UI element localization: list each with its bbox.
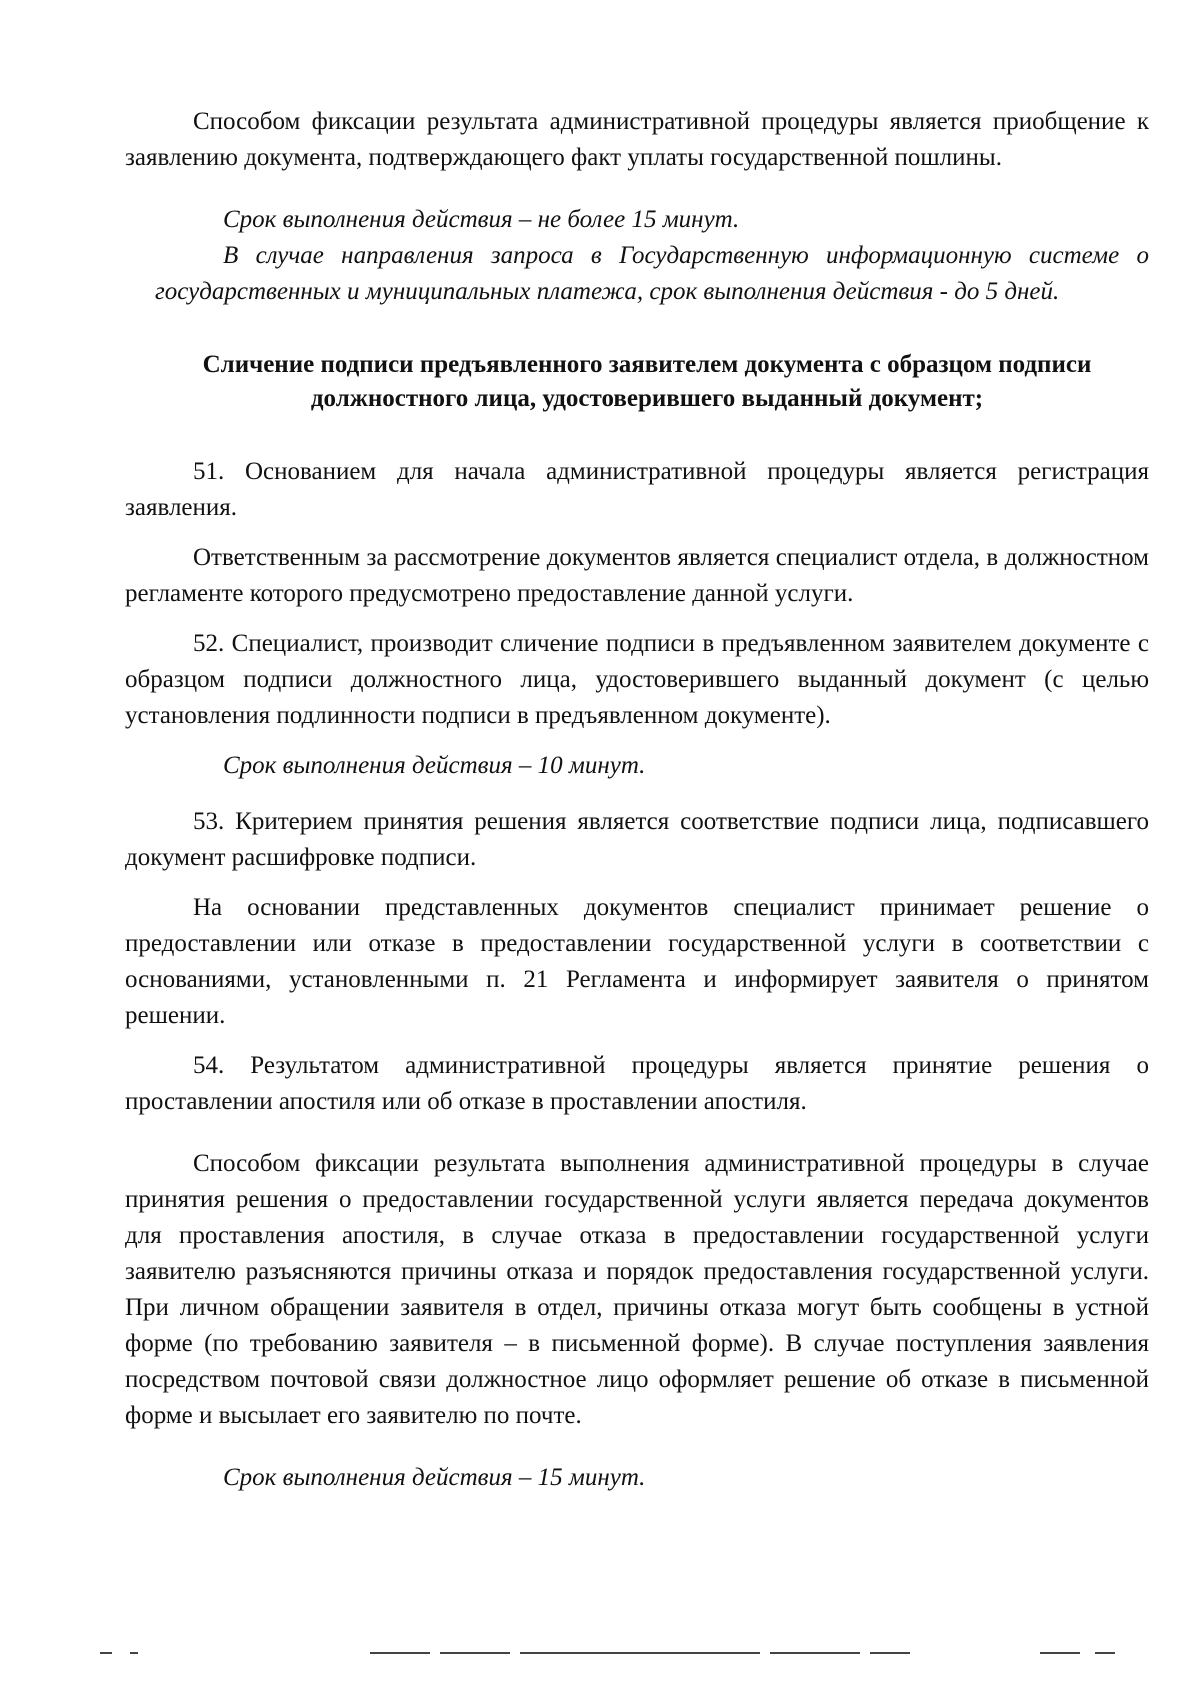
paragraph-54: 54. Результатом административной процедуры является принятие решения о проставлении апостиля или об отказе в проставлении апостиля. <box>125 1052 1149 1115</box>
deadline-block <box>155 202 1149 310</box>
paragraph-53: 53. Критерием принятия решения является соответствие подписи лица, подписавшего документ расшифровке подписи. <box>125 808 1149 871</box>
paragraph-fixation-result: Способом фиксации результата выполнения административной процедуры в случае принятия решения о предоставлении государственной услуги является передача документов для проставления апостиля, в случае отказа в предоставлении государственной услуги заявителю разъясняются причины отказа и порядок предоставления государственной услуги. При личном обращении заявителя в отдел, причины отказа могут быть сообщены в устной форме (по требованию заявителя – в письменной форме). В случае поступления заявления посредством почтовой связи должностное лицо оформляет решение об отказе в письменной форме и высылает его заявителю по почте. <box>125 1150 1149 1429</box>
deadline-15-minutes-final: Срок выполнения действия – 15 минут. <box>223 1464 646 1491</box>
paragraph-52: 52. Специалист, производит сличение подписи в предъявленном заявителем документе с образцом подписи должностного лица, удостоверившего выданный документ (с целью установления подлинности подписи в предъявленном документе). <box>125 630 1149 729</box>
deadline-10-minutes: Срок выполнения действия – 10 минут. <box>223 752 646 779</box>
paragraph-fixation-fee: Способом фиксации результата административной процедуры является приобщение к заявлению документа, подтверждающего факт уплаты государственной пошлины. <box>125 108 1149 171</box>
section-heading: Сличение подписи предъявленного заявителем документа с образцом подписи должностного лица, удостоверившего выданный документ; <box>202 351 1092 412</box>
deadline-15-minutes: Срок выполнения действия – не более 15 минут. <box>223 206 740 233</box>
footer-scan-line <box>100 1652 1160 1655</box>
paragraph-51: 51. Основанием для начала административной процедуры является регистрация заявления. <box>125 458 1149 521</box>
document-body <box>125 104 1149 1496</box>
paragraph-decision-basis: На основании представленных документов специалист принимает решение о предоставлении или отказе в предоставлении государственной услуги в соответствии с основаниями, установленными п. 21 Регламента и информирует заявителя о принятом решении. <box>125 894 1149 1029</box>
deadline-request-5-days: В случае направления запроса в Государственную информационную системе о государственных и муниципальных платежа, срок выполнения действия - до 5 дней. <box>155 242 1149 305</box>
paragraph-responsible: Ответственным за рассмотрение документов является специалист отдела, в должностном регламенте которого предусмотрено предоставление данной услуги. <box>125 544 1149 607</box>
